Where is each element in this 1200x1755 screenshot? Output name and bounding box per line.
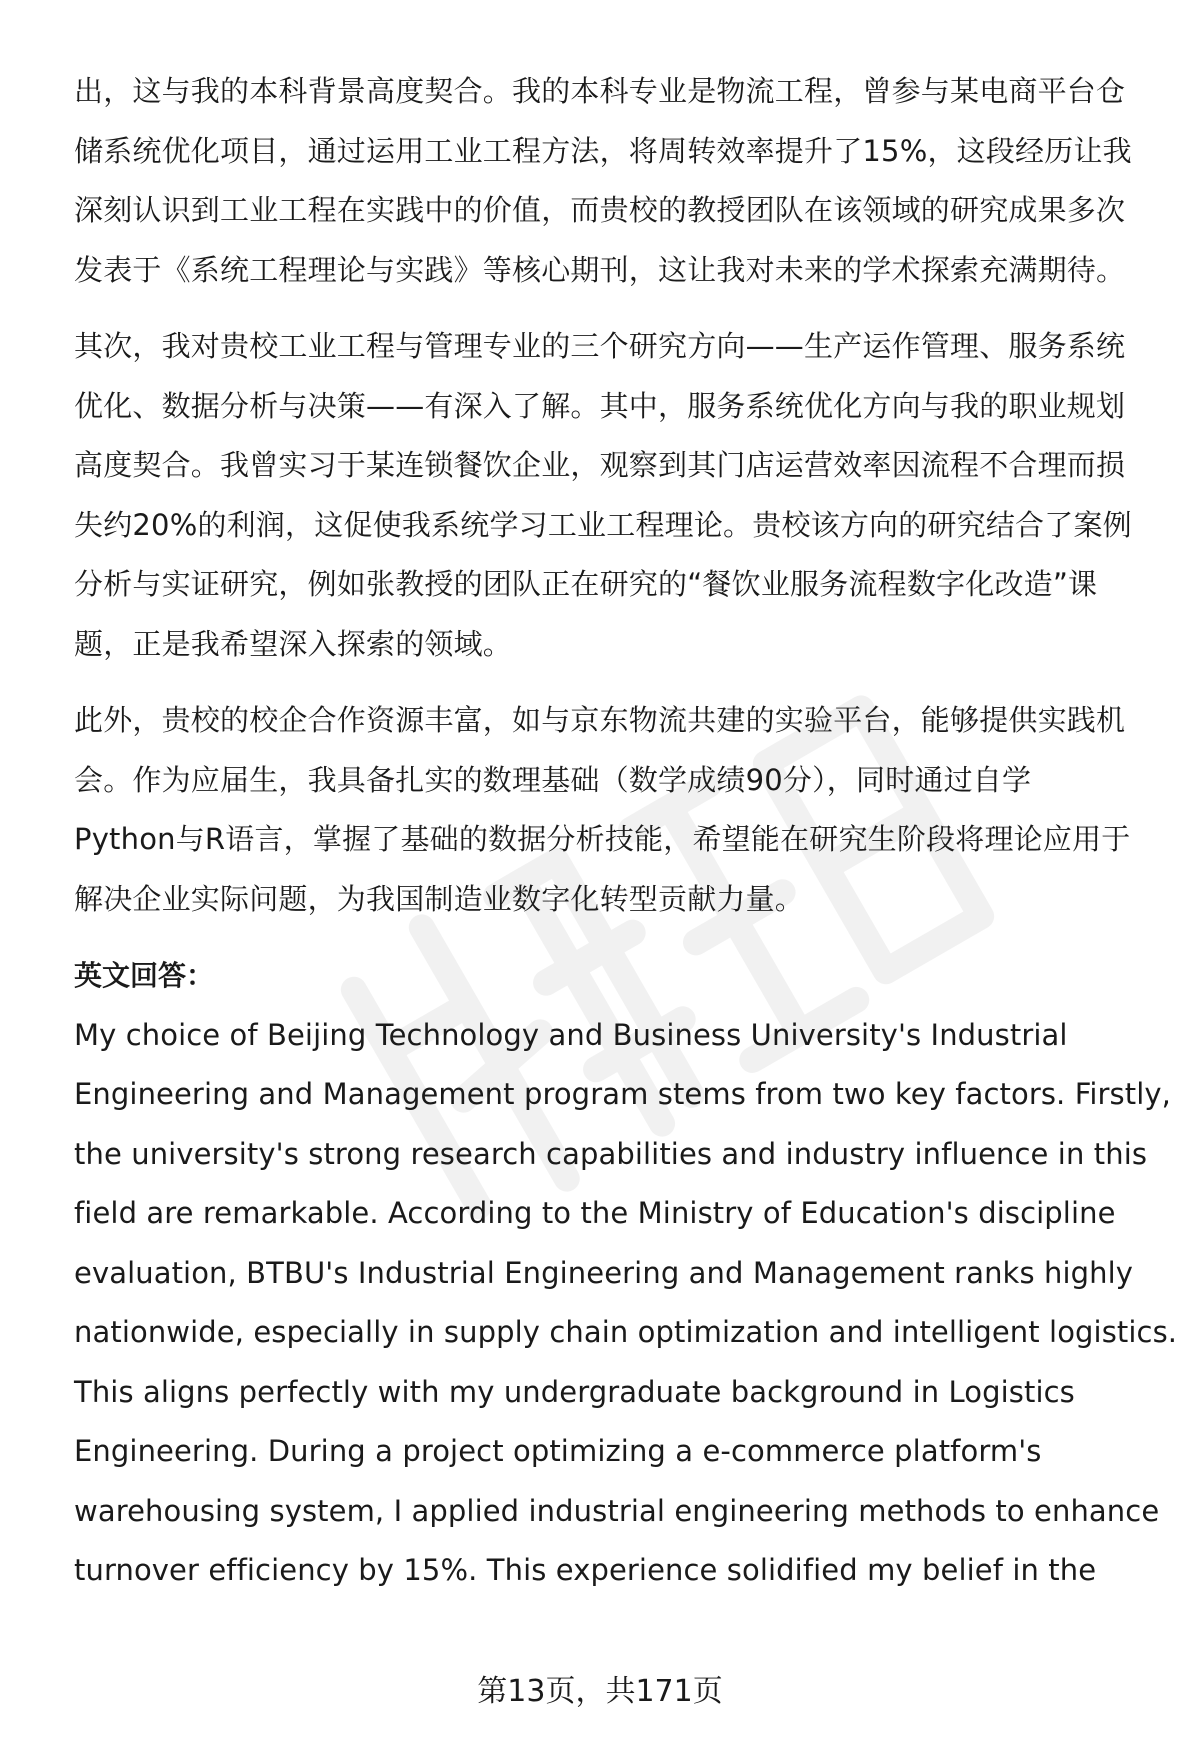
text-line: 失约20%的利润，这促使我系统学习工业工程理论。贵校该方向的研究结合了案例: [74, 507, 1132, 542]
text-line: 题，正是我希望深入探索的领域。: [74, 626, 513, 661]
page-number-footer: 第13页，共171页: [477, 1674, 723, 1709]
text-line: 储系统优化项目，通过运用工业工程方法，将周转效率提升了15%，这段经历让我: [74, 133, 1132, 168]
text-line: 出，这与我的本科背景高度契合。我的本科专业是物流工程，曾参与某电商平台仓: [74, 74, 1126, 108]
chinese-paragraph-2: [74, 317, 1149, 674]
text-line: This aligns perfectly with my undergraduate background in Logistics: [74, 1374, 1075, 1409]
text-line: turnover efficiency by 15%. This experience solidified my belief in the: [74, 1553, 1097, 1587]
text-line: Python与R语言，掌握了基础的数据分析技能，希望能在研究生阶段将理论应用于: [74, 822, 1131, 856]
text-line: warehousing system, I applied industrial engineering methods to enhance: [74, 1493, 1160, 1528]
text-line: 此外，贵校的校企合作资源丰富，如与京东物流共建的实验平台，能够提供实践机: [74, 703, 1126, 737]
text-line: the university's strong research capabilities and industry influence in this: [74, 1136, 1148, 1171]
text-line: 会。作为应届生，我具备扎实的数理基础（数学成绩90分），同时通过自学: [74, 762, 1032, 797]
text-line: nationwide, especially in supply chain optimization and intelligent logistics.: [74, 1315, 1178, 1349]
text-line: evaluation, BTBU's Industrial Engineering and Management ranks highly: [74, 1255, 1134, 1290]
text-line: 深刻认识到工业工程在实践中的价值，而贵校的教授团队在该领域的研究成果多次: [74, 193, 1126, 227]
text-line: Engineering and Management program stems from two key factors. Firstly,: [74, 1077, 1171, 1111]
text-line: field are remarkable. According to the Ministry of Education's discipline: [74, 1196, 1116, 1230]
text-line: 优化、数据分析与决策——有深入了解。其中，服务系统优化方向与我的职业规划: [74, 388, 1126, 423]
english-answer-heading: 英文回答：: [74, 959, 215, 992]
english-answer-paragraph: [74, 1006, 1178, 1601]
text-line: 发表于《系统工程理论与实践》等核心期刊，这让我对未来的学术探索充满期待。: [74, 252, 1126, 287]
chinese-paragraph-1: [74, 62, 1149, 300]
main-content: [74, 62, 1178, 1601]
text-line: 其次，我对贵校工业工程与管理专业的三个研究方向——生产运作管理、服务系统: [74, 329, 1126, 363]
text-line: 高度契合。我曾实习于某连锁餐饮企业，观察到其门店运营效率因流程不合理而损: [74, 448, 1126, 482]
text-line: 分析与实证研究，例如张教授的团队正在研究的“餐饮业服务流程数字化改造”课: [74, 567, 1098, 601]
text-line: My choice of Beijing Technology and Business University's Industrial: [74, 1017, 1068, 1052]
chinese-paragraph-3: [74, 691, 1149, 929]
text-line: Engineering. During a project optimizing a e-commerce platform's: [74, 1434, 1042, 1468]
text-line: 解决企业实际问题，为我国制造业数字化转型贡献力量。: [74, 881, 805, 916]
